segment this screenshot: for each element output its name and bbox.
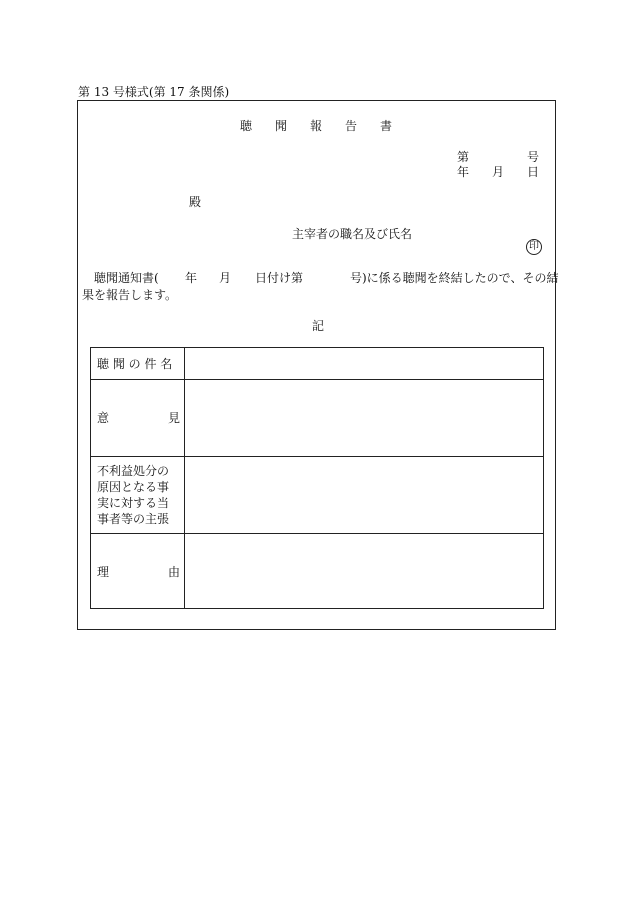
body-dated: 日付け第 (255, 271, 304, 285)
hearing-case-field[interactable] (185, 348, 543, 379)
body-text-line-2: 果を報告します。 (82, 288, 178, 302)
body-year: 年 (185, 271, 198, 285)
ki-heading: 記 (312, 319, 325, 333)
seal-mark-icon: 印 (526, 239, 542, 255)
title-char: 聴 (240, 119, 253, 133)
date-year: 年 (457, 165, 470, 179)
title-char: 書 (379, 119, 392, 133)
table-row (91, 379, 543, 456)
body-rest: 号)に係る聴聞を終結したので、その結 (350, 271, 559, 285)
party-claim-label: 不利益処分の原因となる事実に対する当事者等の主張 (97, 464, 170, 526)
row-label-cell (91, 534, 185, 609)
body-month: 月 (219, 271, 232, 285)
form-number-label: 第 13 号様式(第 17 条関係) (78, 85, 230, 99)
title-char: 聞 (274, 119, 287, 133)
hearing-case-label: 聴 聞 の 件 名 (97, 356, 173, 371)
number-suffix: 号 (526, 150, 539, 164)
row-label-cell (91, 457, 185, 533)
date-month: 月 (491, 165, 504, 179)
document-number (457, 151, 539, 163)
table-row (91, 348, 543, 379)
title-char: 報 (309, 119, 322, 133)
document-date (457, 166, 539, 178)
opinion-label (97, 410, 180, 426)
number-prefix: 第 (457, 150, 470, 164)
reason-label (97, 564, 180, 580)
reason-field[interactable] (185, 534, 543, 609)
document-title (240, 120, 392, 132)
addressee-honorific: 殿 (189, 195, 202, 209)
record-table (90, 347, 544, 609)
opinion-label-char: 見 (167, 411, 180, 425)
table-row (91, 456, 543, 533)
opinion-field[interactable] (185, 380, 543, 456)
reason-label-char: 由 (167, 564, 180, 579)
party-claim-field[interactable] (185, 457, 543, 533)
date-day: 日 (526, 165, 539, 179)
reason-label-char: 理 (97, 564, 110, 579)
body-notice-ref: 聴聞通知書( (94, 271, 159, 285)
title-char: 告 (344, 119, 357, 133)
row-label-cell (91, 348, 185, 379)
table-row (91, 533, 543, 609)
opinion-label-char: 意 (97, 411, 110, 425)
presider-name-label: 主宰者の職名及び氏名 (292, 227, 413, 241)
row-label-cell (91, 380, 185, 456)
